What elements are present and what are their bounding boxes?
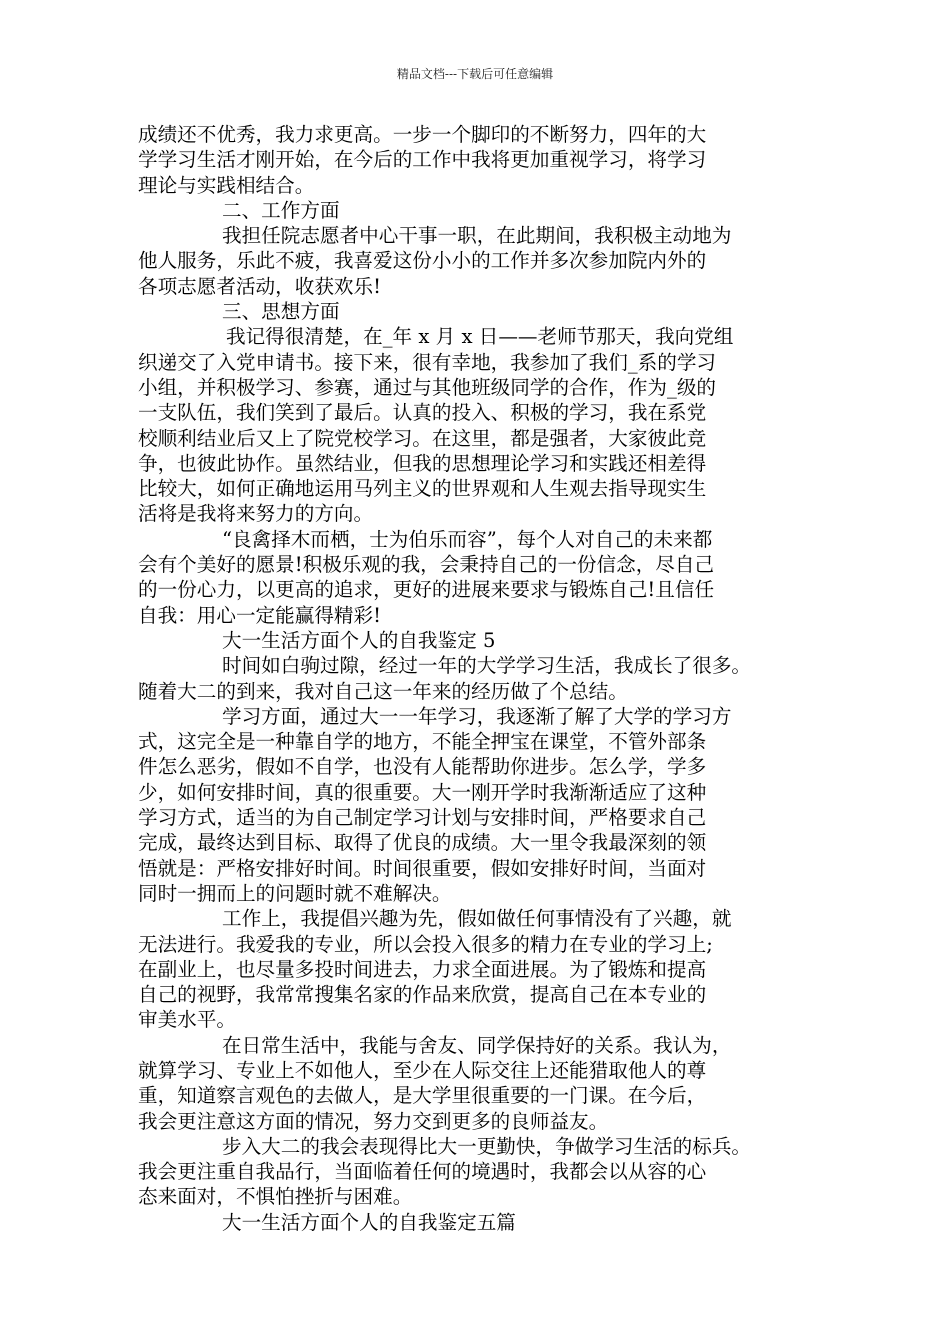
text-line: 我会更注重自我品行，当面临着任何的境遇时，我都会以从容的心 [138,1160,707,1184]
text-line: 我会更注意这方面的情况，努力交到更多的良师益友。 [138,1109,609,1133]
text-line: 式，这完全是一种靠自学的地方，不能全押宝在课堂，不管外部条 [138,730,707,754]
text-line: 学习方面，通过大一一年学习，我逐渐了解了大学的学习方 [222,704,732,728]
page-header: 精品文档---下载后可任意编辑 [396,67,554,81]
text-line: 学学习生活才刚开始，在今后的工作中我将更加重视学习，将学习 [138,148,707,172]
text-line: 件怎么恶劣，假如不自学，也没有人能帮助你进步。怎么学，学多 [138,755,707,779]
text-line: 自我：用心一定能赢得精彩! [138,603,381,627]
text-line: 成绩还不优秀，我力求更高。一步一个脚印的不断努力，四年的大 [138,123,707,146]
text-line: 大一生活方面个人的自我鉴定 5 [222,628,496,652]
text-line: 二、工作方面 [222,198,340,222]
text-line: 学习方式，适当的为自己制定学习计划与安排时间，严格要求自己 [138,806,707,830]
text-line: 就算学习、专业上不如他人，至少在人际交往上还能猎取他人的尊 [138,1058,707,1082]
text-line: 在日常生活中，我能与舍友、同学保持好的关系。我认为， [222,1033,732,1057]
text-line: 一支队伍，我们笑到了最后。认真的投入、积极的学习，我在系党 [138,401,707,425]
text-line: 少，如何安排时间，真的很重要。大一刚开学时我渐渐适应了这种 [138,780,707,804]
text-line: 争，也彼此协作。虽然结业，但我的思想理论学习和实践还相差得 [138,451,707,475]
text-line: 理论与实践相结合。 [138,173,315,197]
text-line: 自己的视野，我常常搜集名家的作品来欣赏，提高自己在本专业的 [138,983,707,1007]
text-line: 时间如白驹过隙，经过一年的大学学习生活，我成长了很多。 [222,654,752,678]
text-line: 我记得很清楚，在_年 x 月 x 日——老师节那天，我向党组 [226,325,734,349]
text-line: 三、思想方面 [222,300,340,324]
text-line: 步入大二的我会表现得比大一更勤快，争做学习生活的标兵。 [222,1134,752,1158]
text-line: 态来面对，不惧怕挫折与困难。 [138,1185,413,1209]
text-line: “良禽择木而栖，士为伯乐而容”，每个人对自己的未来都 [222,527,713,551]
text-line: 重，知道察言观色的去做人，是大学里很重要的一门课。在今后， [138,1084,707,1108]
text-line: 小组，并积极学习、参赛，通过与其他班级同学的合作，作为_级的 [138,375,717,399]
text-line: 我担任院志愿者中心干事一职，在此期间，我积极主动地为 [222,224,732,248]
text-line: 织递交了入党申请书。接下来，很有幸地，我参加了我们_系的学习 [138,350,717,374]
text-line: 在副业上，也尽量多投时间进去，力求全面进展。为了锻炼和提高 [138,957,707,981]
text-line: 随着大二的到来，我对自己这一年来的经历做了个总结。 [138,679,628,703]
text-line: 同时一拥而上的问题时就不难解决。 [138,881,452,905]
text-line: 工作上，我提倡兴趣为先，假如做任何事情没有了兴趣，就 [222,907,732,931]
text-line: 的一份心力，以更高的追求，更好的进展来要求与锻炼自己!且信任 [138,578,715,602]
text-line: 他人服务，乐此不疲，我喜爱这份小小的工作并多次参加院内外的 [138,249,707,273]
text-line: 完成，最终达到目标、取得了优良的成绩。大一里令我最深刻的领 [138,831,707,855]
text-line: 审美水平。 [138,1008,236,1032]
text-line: 各项志愿者活动，收获欢乐! [138,274,381,298]
text-line: 校顺利结业后又上了院党校学习。在这里，都是强者，大家彼此竞 [138,426,707,450]
text-line: 无法进行。我爱我的专业，所以会投入很多的精力在专业的学习上; [138,932,713,956]
text-line: 悟就是：严格安排好时间。时间很重要，假如安排好时间，当面对 [138,856,707,880]
text-line: 活将是我将来努力的方向。 [138,502,374,526]
document-body [138,122,818,1235]
text-line: 比较大，如何正确地运用马列主义的世界观和人生观去指导现实生 [138,477,707,501]
text-line: 会有个美好的愿景!积极乐观的我，会秉持自己的一份信念，尽自己 [138,553,715,577]
text-line: 大一生活方面个人的自我鉴定五篇 [222,1210,516,1234]
